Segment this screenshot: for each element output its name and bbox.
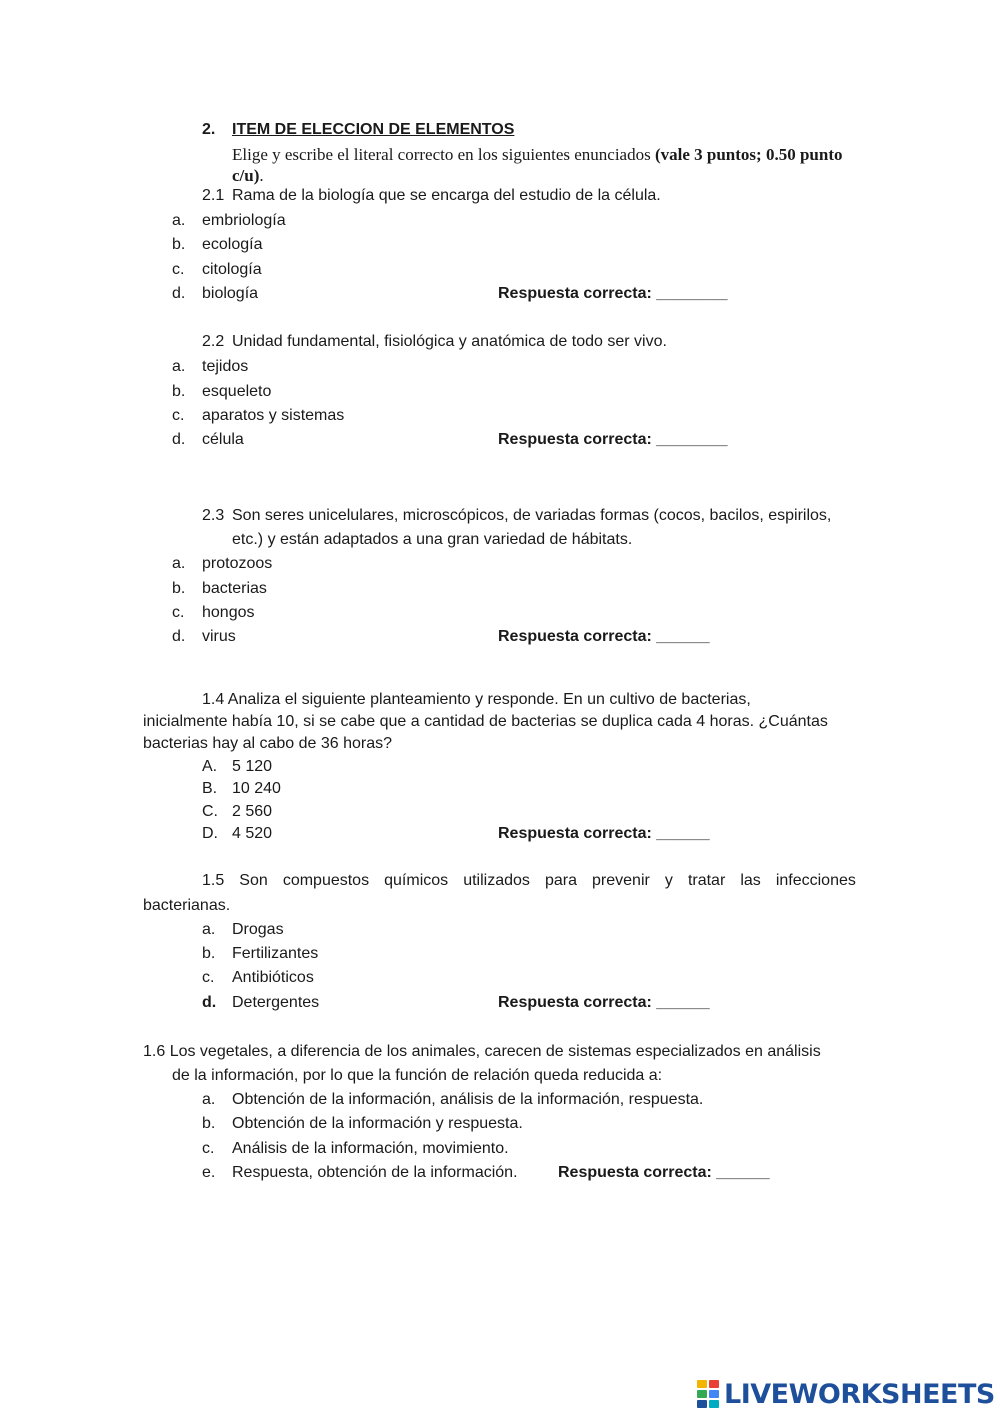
question-number: 2.3 [202, 507, 225, 524]
logo-block [697, 1390, 707, 1398]
option-letter: c. [172, 407, 185, 424]
option-letter: b. [172, 383, 186, 400]
option-letter: d. [172, 628, 186, 645]
question-number: 2.1 [202, 187, 225, 204]
answer-label: Respuesta correcta: [558, 1164, 712, 1181]
section-title: ITEM DE ELECCION DE ELEMENTOS [232, 121, 515, 138]
option-text: 5 120 [232, 758, 273, 775]
option-letter: b. [172, 236, 186, 253]
option-letter: c. [172, 604, 185, 621]
answer-field-1-5[interactable] [498, 993, 710, 1013]
answer-label: Respuesta correcta: [498, 825, 652, 842]
question-word: infecciones [775, 872, 856, 889]
answer-label: Respuesta correcta: [498, 431, 652, 448]
option-letter: c. [202, 969, 215, 986]
option-text: Obtención de la información, análisis de la información, respuesta. [232, 1091, 704, 1108]
option-c [172, 603, 255, 623]
option-a [172, 357, 248, 377]
option-d [202, 824, 272, 844]
question-word: las [740, 872, 761, 889]
section-header [202, 120, 514, 140]
option-a [172, 211, 286, 231]
option-c [202, 968, 314, 988]
option-text: biología [202, 285, 259, 302]
option-e [202, 1163, 518, 1183]
answer-field-1-6[interactable] [558, 1163, 770, 1183]
answer-blank[interactable]: ________ [656, 285, 728, 302]
question-1-6-line-2: de la información, por lo que la función de relación queda reducida a: [172, 1067, 663, 1084]
question-word: compuestos [282, 872, 370, 889]
option-a [202, 757, 272, 777]
option-text: Detergentes [232, 994, 320, 1011]
option-letter: c. [202, 1140, 215, 1157]
question-word: tratar [687, 872, 726, 889]
option-text: Análisis de la información, movimiento. [232, 1140, 509, 1157]
option-letter: C. [202, 803, 218, 820]
option-letter: A. [202, 758, 218, 775]
logo-block [697, 1400, 707, 1408]
question-1-4-line-2: inicialmente había 10, si se cabe que a cantidad de bacterias se duplica cada 4 horas. ¿Cuántas [143, 713, 828, 730]
option-b [202, 1114, 523, 1134]
liveworksheets-logo [696, 1377, 995, 1411]
question-word: y [664, 872, 673, 889]
question-word: utilizados [463, 872, 530, 889]
answer-label: Respuesta correcta: [498, 285, 652, 302]
option-letter: D. [202, 825, 218, 842]
option-text: hongos [202, 604, 255, 621]
question-1-5-line-2: bacterianas. [143, 897, 231, 914]
question-1-4-line-3: bacterias hay al cabo de 36 horas? [143, 735, 393, 752]
option-d [172, 284, 258, 304]
question-word: para [544, 872, 577, 889]
option-d [172, 430, 244, 450]
question-number: 2.2 [202, 333, 225, 350]
option-c [172, 260, 262, 280]
answer-blank[interactable]: ______ [716, 1164, 770, 1181]
option-text: ecología [202, 236, 263, 253]
option-b [172, 579, 267, 599]
option-letter: e. [202, 1164, 216, 1181]
option-text: aparatos y sistemas [202, 407, 345, 424]
logo-block [709, 1380, 719, 1388]
option-letter: d. [172, 431, 186, 448]
section-number: 2. [202, 121, 216, 138]
option-letter: B. [202, 780, 218, 797]
answer-field-1-4[interactable] [498, 824, 710, 844]
answer-blank[interactable]: ______ [656, 825, 710, 842]
option-letter: d. [202, 994, 217, 1011]
logo-block [697, 1380, 707, 1388]
option-letter: a. [202, 1091, 216, 1108]
question-text: Son seres unicelulares, microscópicos, de variadas formas (cocos, bacilos, espirilos, [232, 507, 832, 524]
question-word: químicos [384, 872, 449, 889]
instructions-line [232, 145, 842, 165]
option-letter: d. [172, 285, 186, 302]
option-text: 10 240 [232, 780, 281, 797]
answer-blank[interactable]: ______ [656, 994, 710, 1011]
option-b [172, 382, 271, 402]
option-letter: a. [172, 212, 186, 229]
option-text: citología [202, 261, 262, 278]
option-text: tejidos [202, 358, 249, 375]
instructions-line-2 [232, 166, 264, 186]
option-c [202, 1139, 509, 1159]
answer-blank[interactable]: ______ [656, 628, 710, 645]
points-text: (vale 3 puntos; 0.50 punto [654, 145, 843, 164]
option-letter: b. [202, 945, 216, 962]
option-letter: c. [172, 261, 185, 278]
answer-field-2-1[interactable] [498, 284, 727, 304]
option-text: célula [202, 431, 244, 448]
option-text: protozoos [202, 555, 273, 572]
option-b [202, 944, 318, 964]
option-d [172, 627, 236, 647]
question-1-4: 1.4 Analiza el siguiente planteamiento y responde. En un cultivo de bacterias, [202, 691, 751, 708]
answer-blank[interactable]: ________ [656, 431, 728, 448]
option-d [202, 993, 319, 1013]
option-text: Drogas [232, 921, 284, 938]
points-text-2: c/u) [232, 166, 260, 185]
logo-block [709, 1400, 719, 1408]
option-text: virus [202, 628, 236, 645]
question-2-3-line-2: etc.) y están adaptados a una gran variedad de hábitats. [232, 531, 633, 548]
question-1-6: 1.6 Los vegetales, a diferencia de los animales, carecen de sistemas especializados en análisis [143, 1043, 821, 1060]
option-text: esqueleto [202, 383, 272, 400]
question-word: 1.5 [202, 872, 225, 889]
option-text: bacterias [202, 580, 267, 597]
question-word: Son [239, 872, 268, 889]
option-letter: b. [202, 1115, 216, 1132]
points-period: . [259, 166, 264, 185]
option-b [172, 235, 263, 255]
instructions-text: Elige y escribe el literal correcto en los siguientes enunciados [232, 145, 651, 164]
logo-blocks-icon [696, 1379, 720, 1409]
question-text: Unidad fundamental, fisiológica y anatómica de todo ser vivo. [232, 333, 667, 350]
option-a [202, 1090, 703, 1110]
answer-label: Respuesta correcta: [498, 994, 652, 1011]
logo-block [709, 1390, 719, 1398]
option-text: embriología [202, 212, 286, 229]
question-2-1 [202, 186, 661, 206]
question-word: prevenir [592, 872, 650, 889]
option-b [202, 779, 281, 799]
option-text: Antibióticos [232, 969, 314, 986]
option-text: Obtención de la información y respuesta. [232, 1115, 523, 1132]
question-2-2 [202, 332, 667, 352]
option-a [202, 920, 284, 940]
option-text: Fertilizantes [232, 945, 319, 962]
question-1-5 [202, 871, 856, 891]
option-a [172, 554, 272, 574]
answer-field-2-2[interactable] [498, 430, 727, 450]
option-letter: a. [172, 358, 186, 375]
answer-field-2-3[interactable] [498, 627, 710, 647]
option-letter: a. [202, 921, 216, 938]
option-text: Respuesta, obtención de la información. [232, 1164, 518, 1181]
question-text: Rama de la biología que se encarga del estudio de la célula. [232, 187, 661, 204]
option-text: 2 560 [232, 803, 273, 820]
option-text: 4 520 [232, 825, 273, 842]
question-2-3 [202, 506, 831, 526]
answer-label: Respuesta correcta: [498, 628, 652, 645]
option-letter: a. [172, 555, 186, 572]
option-c [172, 406, 344, 426]
logo-text: LIVEWORKSHEETS [724, 1378, 995, 1410]
option-letter: b. [172, 580, 186, 597]
option-c [202, 802, 272, 822]
